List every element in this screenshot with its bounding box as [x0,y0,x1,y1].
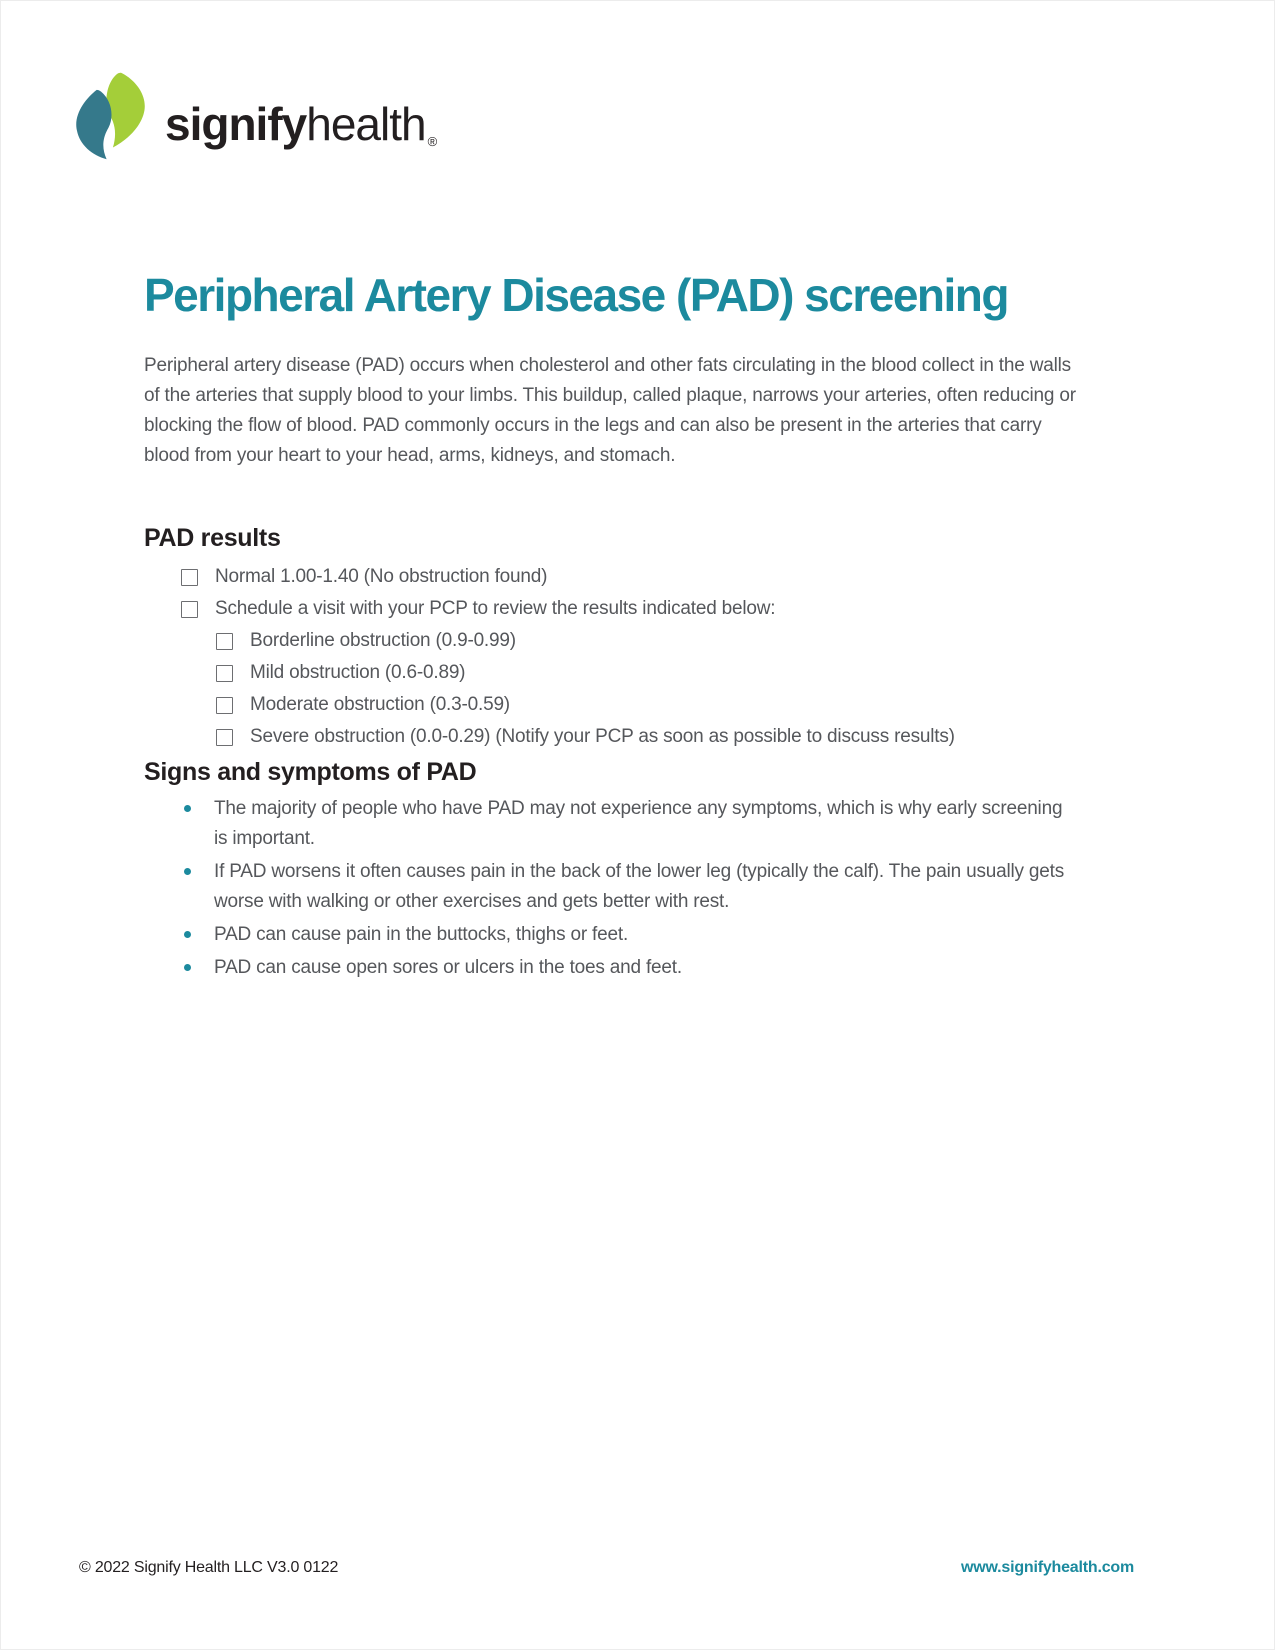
checkbox[interactable] [216,665,233,682]
logo-text-health: health [306,98,426,150]
pad-results-checklist [144,562,1154,752]
page-footer [79,1559,1134,1577]
bullet-item [144,794,1154,854]
checkbox-item-borderline [144,626,1154,656]
copyright-text: © 2022 Signify Health LLC V3.0 0122 [79,1559,339,1576]
registered-trademark-icon: ® [427,134,437,149]
bullet-icon [184,805,191,812]
bullet-item [144,857,1154,917]
bullet-icon [184,964,191,971]
bullet-text: The majority of people who have PAD may not experience any symptoms, which is why early screening is important. [214,798,1063,849]
signify-health-logo [67,71,436,161]
bullet-item [144,953,1154,983]
bullet-icon [184,931,191,938]
checkbox-label: Schedule a visit with your PCP to review the results indicated below: [215,598,776,619]
checkbox-item-mild [144,658,1154,688]
symptoms-heading: Signs and symptoms of PAD [144,758,477,786]
logo-text-signify: signify [165,98,307,150]
checkbox[interactable] [216,729,233,746]
checkbox[interactable] [181,569,198,586]
checkbox-item-normal [144,562,1154,592]
checkbox-label: Borderline obstruction (0.9-0.99) [250,630,516,651]
website-link[interactable]: www.signifyhealth.com [960,1559,1134,1576]
intro-paragraph: Peripheral artery disease (PAD) occurs when cholesterol and other fats circulating in the blood collect in the walls of the arteries that supply blood to your limbs. This buildup, called plaque, narrows your arteries, often reducing or blocking the flow of blood. PAD commonly occurs in the legs and can also be present in the arteries that carry blood from your heart to your head, arms, kidneys, and stomach. [144,355,1076,466]
checkbox-item-severe [144,722,1154,752]
symptoms-list [144,794,1154,983]
checkbox[interactable] [216,633,233,650]
checkbox-item-schedule-visit [144,594,1154,624]
checkbox[interactable] [181,601,198,618]
bullet-text: PAD can cause open sores or ulcers in the toes and feet. [214,957,682,978]
document-body [1,269,1274,983]
bullet-icon [184,868,191,875]
checkbox-label: Severe obstruction (0.0-0.29) (Notify your PCP as soon as possible to discuss results) [250,726,955,747]
page-title: Peripheral Artery Disease (PAD) screening [144,269,1008,321]
bullet-text: PAD can cause pain in the buttocks, thighs or feet. [214,924,629,945]
logo-wordmark [165,98,437,150]
bullet-text: If PAD worsens it often causes pain in the back of the lower leg (typically the calf). The pain usually gets worse with walking or other exercises and gets better with rest. [214,861,1065,912]
pad-results-heading: PAD results [144,524,281,552]
checkbox-label: Moderate obstruction (0.3-0.59) [250,694,510,715]
checkbox-label: Normal 1.00-1.40 (No obstruction found) [215,566,548,587]
signify-leaf-icon [67,71,157,161]
checkbox-label: Mild obstruction (0.6-0.89) [250,662,466,683]
checkbox-item-moderate [144,690,1154,720]
checkbox[interactable] [216,697,233,714]
bullet-item [144,920,1154,950]
